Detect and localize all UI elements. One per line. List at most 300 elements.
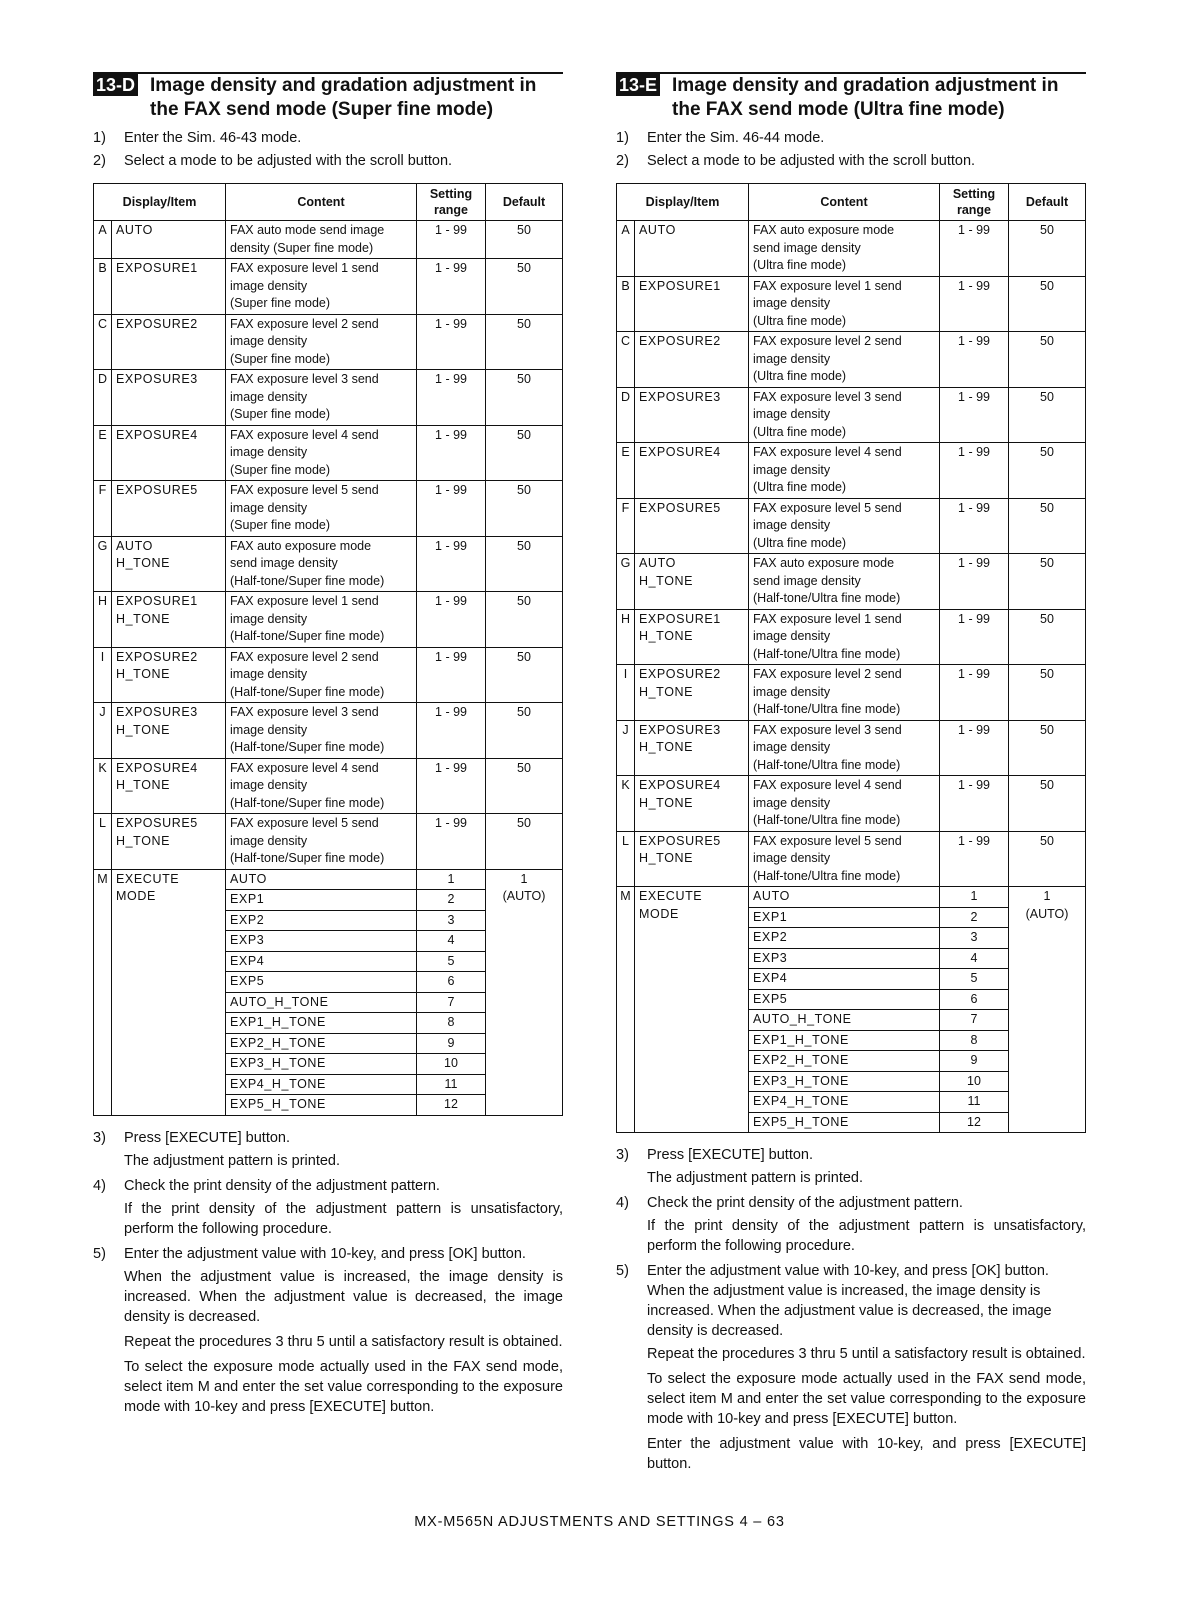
table-row [617, 609, 1086, 665]
table-row [617, 554, 1086, 610]
row-letter: H [617, 609, 635, 665]
row-default [1009, 887, 1086, 1133]
step-note: To select the exposure mode actually used in the FAX send mode, select item M and enter the set value corresponding to the exposure mode with 10-key and press [EXECUTE] button. [124, 1358, 563, 1415]
line: 1 [1043, 889, 1051, 903]
row-range: 1 - 99 [940, 221, 1009, 277]
row-range: 1 - 99 [417, 221, 486, 259]
row-content [226, 814, 417, 870]
header-default: Default [1009, 184, 1086, 221]
line: FAX exposure level 2 send [753, 334, 902, 348]
line: EXPOSURE1 [639, 278, 721, 293]
row-item [112, 703, 226, 759]
header-setting-range: Setting range [417, 184, 486, 221]
row-default: 50 [486, 481, 563, 537]
step-number: 2) [93, 153, 106, 169]
table-row [617, 831, 1086, 887]
row-default: 50 [486, 370, 563, 426]
table-row [617, 387, 1086, 443]
table-row [94, 221, 563, 259]
row-letter: L [94, 814, 112, 870]
mode-value: 11 [417, 1074, 486, 1095]
line: (Half-tone/Super fine mode) [230, 795, 385, 810]
step-text: Check the print density of the adjustment pattern. [647, 1195, 963, 1211]
line: FAX auto exposure mode [230, 538, 372, 553]
row-range: 1 - 99 [417, 370, 486, 426]
line: image density [230, 833, 308, 848]
table-row [94, 536, 563, 592]
mode-value: 1 [417, 869, 486, 890]
title-line-2: the FAX send mode (Ultra fine mode) [672, 99, 1005, 120]
mode-value: 11 [940, 1092, 1009, 1113]
step-text: Check the print density of the adjustment pattern. [124, 1177, 440, 1194]
line: image density [753, 851, 831, 865]
row-item [635, 387, 749, 443]
line: FAX exposure level 2 send [230, 316, 379, 331]
line: H_TONE [639, 795, 694, 810]
row-range: 1 - 99 [940, 665, 1009, 721]
row-content [226, 592, 417, 648]
row-letter: M [617, 887, 635, 1133]
line: FAX exposure level 1 send [753, 611, 902, 626]
row-item [635, 831, 749, 887]
line: image density [230, 389, 308, 404]
line: MODE [639, 906, 679, 921]
mode-value: 3 [417, 910, 486, 931]
line: FAX exposure level 5 send [230, 816, 379, 830]
line: FAX exposure level 4 send [230, 760, 379, 775]
step-number: 1) [93, 130, 106, 146]
mode-value: 2 [940, 907, 1009, 928]
line: image density [753, 684, 831, 699]
line: FAX exposure level 1 send [753, 278, 902, 293]
step [93, 1176, 563, 1196]
table-row [94, 869, 563, 890]
step-note: When the adjustment value is increased, the image density is increased. When the adjustment value is decreased, the image density is decreased. [124, 1268, 563, 1325]
row-default: 50 [486, 425, 563, 481]
row-item [112, 314, 226, 370]
row-letter: D [617, 387, 635, 443]
section-heading [616, 72, 1086, 122]
line: AUTO [116, 538, 153, 553]
line: (Super fine mode) [230, 462, 331, 477]
table-header-row [617, 184, 1086, 221]
row-letter: C [94, 314, 112, 370]
table-row [94, 370, 563, 426]
row-content [226, 259, 417, 315]
mode-option: EXP5 [749, 989, 940, 1010]
step-text: Select a mode to be adjusted with the scroll button. [647, 153, 976, 169]
line: EXPOSURE1 [116, 594, 198, 608]
row-range: 1 - 99 [417, 314, 486, 370]
row-range: 1 - 99 [417, 259, 486, 315]
row-content [226, 758, 417, 814]
table-row [617, 665, 1086, 721]
line: image density [230, 445, 308, 459]
row-letter: F [617, 498, 635, 554]
table-row [94, 758, 563, 814]
settings-table [616, 183, 1086, 1133]
mode-option: EXP1 [749, 907, 940, 928]
line: H_TONE [116, 667, 171, 681]
line: EXPOSURE1 [639, 611, 721, 626]
line: image density [753, 740, 831, 754]
line: H_TONE [116, 556, 171, 570]
step-number: 1) [616, 130, 629, 146]
table-row [94, 425, 563, 481]
line: EXECUTE [116, 871, 180, 886]
step-number: 3) [616, 1147, 629, 1163]
step-note: If the print density of the adjustment pattern is unsatisfactory, perform the following procedure. [124, 1200, 563, 1237]
line: 1 [520, 871, 528, 886]
step-note: The adjustment pattern is printed. [647, 1170, 864, 1186]
step-number: 3) [93, 1129, 106, 1146]
row-item [635, 776, 749, 832]
line: EXPOSURE2 [639, 334, 721, 348]
step-note: Repeat the procedures 3 thru 5 until a satisfactory result is obtained. [124, 1333, 563, 1350]
row-range: 1 - 99 [940, 498, 1009, 554]
line: H_TONE [639, 851, 694, 865]
step [93, 1128, 563, 1148]
row-item [112, 592, 226, 648]
row-default: 50 [1009, 443, 1086, 499]
step [616, 1193, 1086, 1213]
table-row [94, 481, 563, 537]
mode-option: EXP4_H_TONE [226, 1074, 417, 1095]
line: image density [753, 296, 831, 310]
line: FAX exposure level 3 send [230, 372, 379, 386]
mode-option: EXP3_H_TONE [749, 1071, 940, 1092]
step [93, 1244, 563, 1264]
row-content [749, 665, 940, 721]
line: FAX exposure level 4 send [230, 427, 379, 442]
row-item [112, 647, 226, 703]
row-item [635, 665, 749, 721]
row-letter: C [617, 332, 635, 388]
step [616, 1261, 1086, 1341]
line: EXPOSURE5 [116, 483, 198, 497]
line: EXECUTE [639, 889, 703, 903]
table-row [94, 592, 563, 648]
row-range: 1 - 99 [417, 425, 486, 481]
row-default: 50 [486, 314, 563, 370]
line: image density [753, 629, 831, 643]
line: image density [230, 334, 308, 348]
mode-value: 7 [417, 992, 486, 1013]
mode-option: EXP3 [749, 948, 940, 969]
row-range: 1 - 99 [417, 703, 486, 759]
mode-value: 12 [940, 1112, 1009, 1133]
line: H_TONE [639, 629, 694, 643]
row-content [749, 831, 940, 887]
mode-value: 10 [940, 1071, 1009, 1092]
row-range: 1 - 99 [417, 536, 486, 592]
line: H_TONE [639, 573, 694, 588]
step-text: Enter the adjustment value with 10-key, and press [OK] button. [124, 1245, 526, 1262]
row-default: 50 [1009, 554, 1086, 610]
row-letter: G [94, 536, 112, 592]
section-title [150, 74, 536, 122]
mode-option: EXP4 [749, 969, 940, 990]
line: FAX exposure level 2 send [753, 667, 902, 681]
mode-option: EXP5_H_TONE [226, 1095, 417, 1116]
row-default: 50 [486, 703, 563, 759]
row-letter: M [94, 869, 112, 1115]
title-line-1: Image density and gradation adjustment in [672, 75, 1059, 96]
row-default: 50 [1009, 665, 1086, 721]
line: image density [230, 778, 308, 792]
row-content [749, 443, 940, 499]
row-letter: K [94, 758, 112, 814]
row-letter: A [617, 221, 635, 277]
step [616, 128, 1086, 148]
line: image density [230, 667, 308, 681]
row-content [226, 370, 417, 426]
line: FAX exposure level 3 send [753, 722, 902, 737]
row-letter: E [617, 443, 635, 499]
line: image density [230, 278, 308, 293]
row-range: 1 - 99 [940, 720, 1009, 776]
mode-value: 9 [940, 1051, 1009, 1072]
row-default: 50 [1009, 720, 1086, 776]
mode-option: EXP3_H_TONE [226, 1054, 417, 1075]
step-text: Select a mode to be adjusted with the scroll button. [124, 153, 453, 169]
line: (Super fine mode) [230, 407, 331, 421]
mode-option: EXP2 [226, 910, 417, 931]
section-heading [93, 72, 563, 122]
row-content [226, 425, 417, 481]
line: (Ultra fine mode) [753, 258, 847, 272]
table-row [617, 498, 1086, 554]
row-range: 1 - 99 [940, 831, 1009, 887]
row-range: 1 - 99 [940, 554, 1009, 610]
line: EXPOSURE2 [116, 316, 198, 331]
line: (Half-tone/Ultra fine mode) [753, 868, 901, 883]
line: H_TONE [116, 778, 171, 792]
row-content [749, 720, 940, 776]
right-column [616, 72, 1086, 1479]
line: FAX exposure level 5 send [230, 483, 379, 497]
table-row [617, 443, 1086, 499]
line: FAX exposure level 1 send [230, 261, 379, 275]
line: FAX auto exposure mode [753, 223, 895, 237]
row-default: 50 [1009, 776, 1086, 832]
line: (AUTO) [1025, 906, 1069, 921]
mode-option: EXP5 [226, 972, 417, 993]
row-default [486, 869, 563, 1115]
row-default: 50 [486, 592, 563, 648]
row-item [635, 720, 749, 776]
row-item [635, 887, 749, 1133]
mode-option: EXP3 [226, 931, 417, 952]
line: EXPOSURE2 [639, 667, 721, 681]
row-default: 50 [1009, 498, 1086, 554]
row-content [749, 498, 940, 554]
mode-option: EXP4 [226, 951, 417, 972]
table-row [617, 332, 1086, 388]
row-item [112, 370, 226, 426]
line: FAX exposure level 4 send [753, 778, 902, 792]
line: FAX exposure level 3 send [230, 705, 379, 719]
line: H_TONE [116, 722, 171, 737]
mode-option: EXP2_H_TONE [749, 1051, 940, 1072]
row-default: 50 [486, 259, 563, 315]
line: EXPOSURE1 [116, 261, 198, 275]
mode-value: 5 [417, 951, 486, 972]
table-row [617, 776, 1086, 832]
row-letter: B [94, 259, 112, 315]
row-item [112, 481, 226, 537]
mode-option: AUTO [226, 869, 417, 890]
section-number-badge: 13-D [93, 74, 138, 96]
row-letter: I [94, 647, 112, 703]
row-content [226, 221, 417, 259]
line: (Super fine mode) [230, 351, 331, 366]
mode-option: AUTO_H_TONE [749, 1010, 940, 1031]
mode-option: EXP1_H_TONE [226, 1013, 417, 1034]
line: AUTO [116, 223, 153, 237]
row-item [112, 814, 226, 870]
mode-option: EXP1 [226, 890, 417, 911]
line: (Ultra fine mode) [753, 369, 847, 383]
line: image density [753, 407, 831, 421]
row-content [749, 554, 940, 610]
table-header-row [94, 184, 563, 221]
row-content [226, 481, 417, 537]
row-item [112, 869, 226, 1115]
row-default: 50 [486, 221, 563, 259]
line: FAX exposure level 2 send [230, 649, 379, 664]
title-line-1: Image density and gradation adjustment in [150, 75, 537, 96]
step [93, 128, 563, 148]
line: image density [230, 611, 308, 626]
line: (Super fine mode) [230, 296, 331, 310]
line: EXPOSURE4 [639, 445, 721, 459]
title-line-2: the FAX send mode (Super fine mode) [150, 99, 494, 120]
left-column [93, 72, 563, 1422]
line: H_TONE [116, 611, 171, 626]
header-content: Content [749, 184, 940, 221]
step-text: Enter the Sim. 46-43 mode. [124, 130, 302, 146]
row-range: 1 - 99 [940, 276, 1009, 332]
mode-value: 9 [417, 1033, 486, 1054]
line: AUTO [639, 223, 676, 237]
settings-table [93, 183, 563, 1116]
line: (Half-tone/Super fine mode) [230, 684, 385, 699]
row-item [635, 332, 749, 388]
mode-value: 4 [417, 931, 486, 952]
line: EXPOSURE4 [116, 427, 198, 442]
row-content [226, 314, 417, 370]
row-letter: J [94, 703, 112, 759]
line: FAX exposure level 1 send [230, 594, 379, 608]
header-setting-range: Setting range [940, 184, 1009, 221]
line: EXPOSURE3 [116, 372, 198, 386]
line: MODE [116, 889, 156, 903]
row-letter: K [617, 776, 635, 832]
line: send image density [753, 240, 861, 255]
line: image density [753, 518, 831, 532]
row-default: 50 [486, 814, 563, 870]
header-display-item: Display/Item [617, 184, 749, 221]
line: EXPOSURE4 [639, 778, 721, 792]
row-range: 1 - 99 [417, 814, 486, 870]
step-number: 5) [616, 1263, 629, 1279]
row-content [749, 776, 940, 832]
table-row [617, 221, 1086, 277]
mode-value: 6 [417, 972, 486, 993]
row-content [749, 332, 940, 388]
row-item [635, 221, 749, 277]
mode-value: 3 [940, 928, 1009, 949]
row-range: 1 - 99 [417, 592, 486, 648]
table-row [94, 814, 563, 870]
row-content [749, 276, 940, 332]
row-letter: A [94, 221, 112, 259]
row-letter: B [617, 276, 635, 332]
step-number: 2) [616, 153, 629, 169]
line: (Super fine mode) [230, 518, 331, 532]
row-content [749, 609, 940, 665]
line: (Half-tone/Ultra fine mode) [753, 591, 901, 605]
line: EXPOSURE5 [639, 833, 721, 848]
row-range: 1 - 99 [940, 332, 1009, 388]
row-content [749, 387, 940, 443]
line: (Ultra fine mode) [753, 424, 847, 439]
row-default: 50 [1009, 332, 1086, 388]
row-item [635, 554, 749, 610]
line: (Half-tone/Ultra fine mode) [753, 702, 901, 716]
header-content: Content [226, 184, 417, 221]
row-item [635, 498, 749, 554]
line: EXPOSURE3 [116, 705, 198, 719]
mode-value: 10 [417, 1054, 486, 1075]
line: (Half-tone/Super fine mode) [230, 629, 385, 643]
line: AUTO [639, 556, 676, 570]
row-range: 1 - 99 [417, 647, 486, 703]
row-item [112, 536, 226, 592]
line: (Half-tone/Super fine mode) [230, 573, 385, 588]
mode-value: 2 [417, 890, 486, 911]
row-default: 50 [486, 536, 563, 592]
mode-value: 8 [417, 1013, 486, 1034]
row-range: 1 - 99 [940, 609, 1009, 665]
mode-option: EXP2_H_TONE [226, 1033, 417, 1054]
table-row [94, 703, 563, 759]
page-footer: MX-M565N ADJUSTMENTS AND SETTINGS 4 – 63 [414, 1514, 785, 1530]
line: (Ultra fine mode) [753, 313, 847, 328]
table-row [617, 276, 1086, 332]
line: EXPOSURE5 [116, 816, 198, 830]
line: FAX auto mode send image [230, 223, 385, 237]
mode-option: EXP2 [749, 928, 940, 949]
line: FAX auto exposure mode [753, 556, 895, 570]
step-note: If the print density of the adjustment pattern is unsatisfactory, perform the following procedure. [647, 1218, 1086, 1254]
row-content [226, 703, 417, 759]
mode-option: AUTO_H_TONE [226, 992, 417, 1013]
step-note: Repeat the procedures 3 thru 5 until a satisfactory result is obtained. [647, 1346, 1086, 1362]
section-title [672, 74, 1058, 122]
mode-value: 8 [940, 1030, 1009, 1051]
line: FAX exposure level 5 send [753, 833, 902, 848]
step-text: Enter the adjustment value with 10-key, and press [OK] button. When the adjustment value is increased, the image density is increased. When the adjustment value is decreased, the image density is decreased. [647, 1263, 1052, 1339]
line: image density [753, 462, 831, 477]
line: (Half-tone/Ultra fine mode) [753, 646, 901, 661]
row-default: 50 [1009, 609, 1086, 665]
line: image density [230, 500, 308, 515]
step [616, 1145, 1086, 1165]
line: send image density [753, 573, 861, 588]
row-range: 1 - 99 [417, 481, 486, 537]
